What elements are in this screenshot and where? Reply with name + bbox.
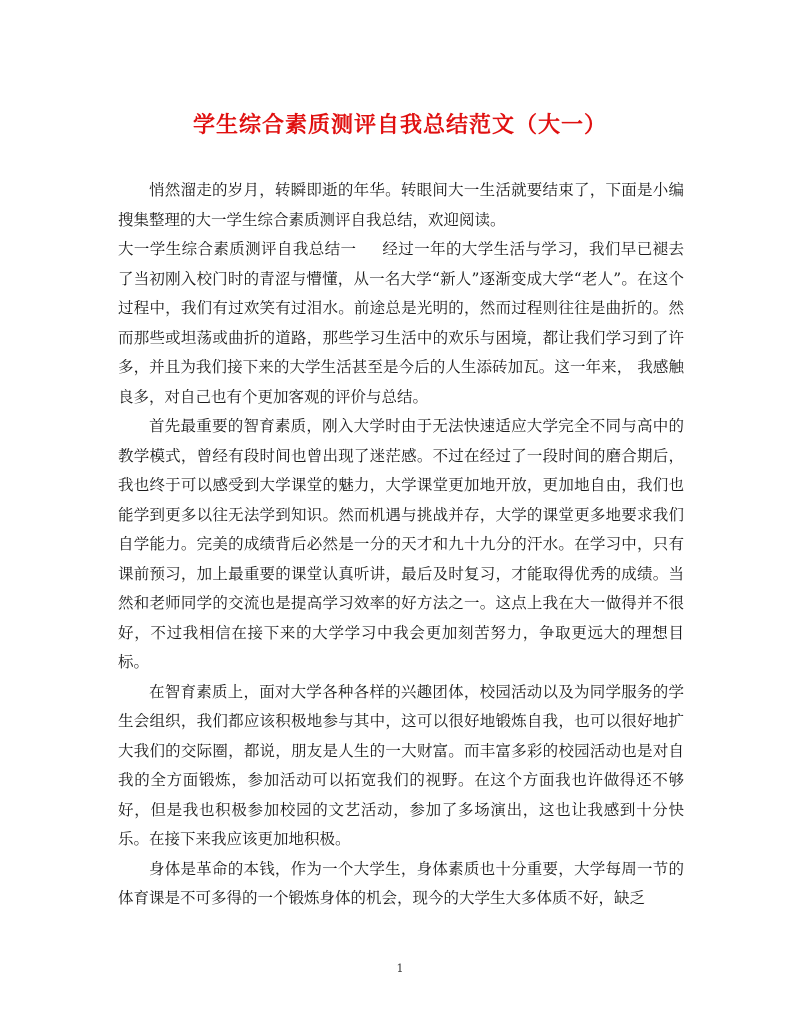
body-paragraph: 首先最重要的智育素质，刚入大学时由于无法快速适应大学完全不同与高中的教学模式，曾经有段时间也曾出现了迷茫感。不过在经过了一段时间的磨合期后，我也终于可以感受到大学课堂的魅力，大学课堂更加地开放，更加地自由，我们也能学到更多以往无法学到知识。然而机遇与挑战并存，大学的课堂更多地要求我们自学能力。完美的成绩背后必然是一分的天才和九十九分的汗水。在学习中，只有课前预习，加上最重要的课堂认真听讲，最后及时复习，才能取得优秀的成绩。当然和老师同学的交流也是提高学习效率的好方法之一。这点上我在大一做得并不很好，不过我相信在接下来的大学学习中我会更加刻苦努力，争取更远大的理想目标。 (118, 417, 684, 671)
body-paragraph: 在智育素质上，面对大学各种各样的兴趣团体，校园活动以及为同学服务的学生会组织，我们都应该积极地参与其中，这可以很好地锻炼自我，也可以很好地扩大我们的交际圈，都说，朋友是人生的一大财富。而丰富多彩的校园活动也是对自我的全方面锻炼，参加活动可以拓宽我们的视野。在这个方面我也许做得还不够好，但是我也积极参加校园的文艺活动，参加了多场演出，这也让我感到十分快乐。在接下来我应该更加地积极。 (118, 682, 684, 848)
document-title: 学生综合素质测评自我总结范文（大一） (192, 112, 607, 138)
body-paragraph: 身体是革命的本钱，作为一个大学生，身体素质也十分重要，大学每周一节的体育课是不可多得的一个锻炼身体的机会，现今的大学生大多体质不好，缺乏 (118, 859, 684, 907)
intro-paragraph: 悄然溜走的岁月，转瞬即逝的年华。转眼间大一生活就要结束了，下面是小编搜集整理的大一学生综合素质测评自我总结，欢迎阅读。 (118, 181, 684, 229)
document-body (118, 176, 684, 914)
section-paragraph (118, 235, 684, 412)
section-first-text: 经过一年的大学生活与学习，我们早已褪去了当初刚入校门时的青涩与懵懂，从一名大学“新人”逐渐变成大学“老人”。在这个过程中，我们有过欢笑有过泪水。前途总是光明的，然而过程则往往是曲折的。然而那些或坦荡或曲折的道路，那些学习生活中的欢乐与困境，都让我们学习到了许多，并且为我们接下来的大学生活甚至是今后的人生添砖加瓦。这一年来， 我感触良多，对自己也有个更加客观的评价与总结。 (118, 240, 684, 406)
section-heading: 大一学生综合素质测评自我总结一 (118, 240, 357, 258)
page-number: 1 (396, 962, 404, 975)
